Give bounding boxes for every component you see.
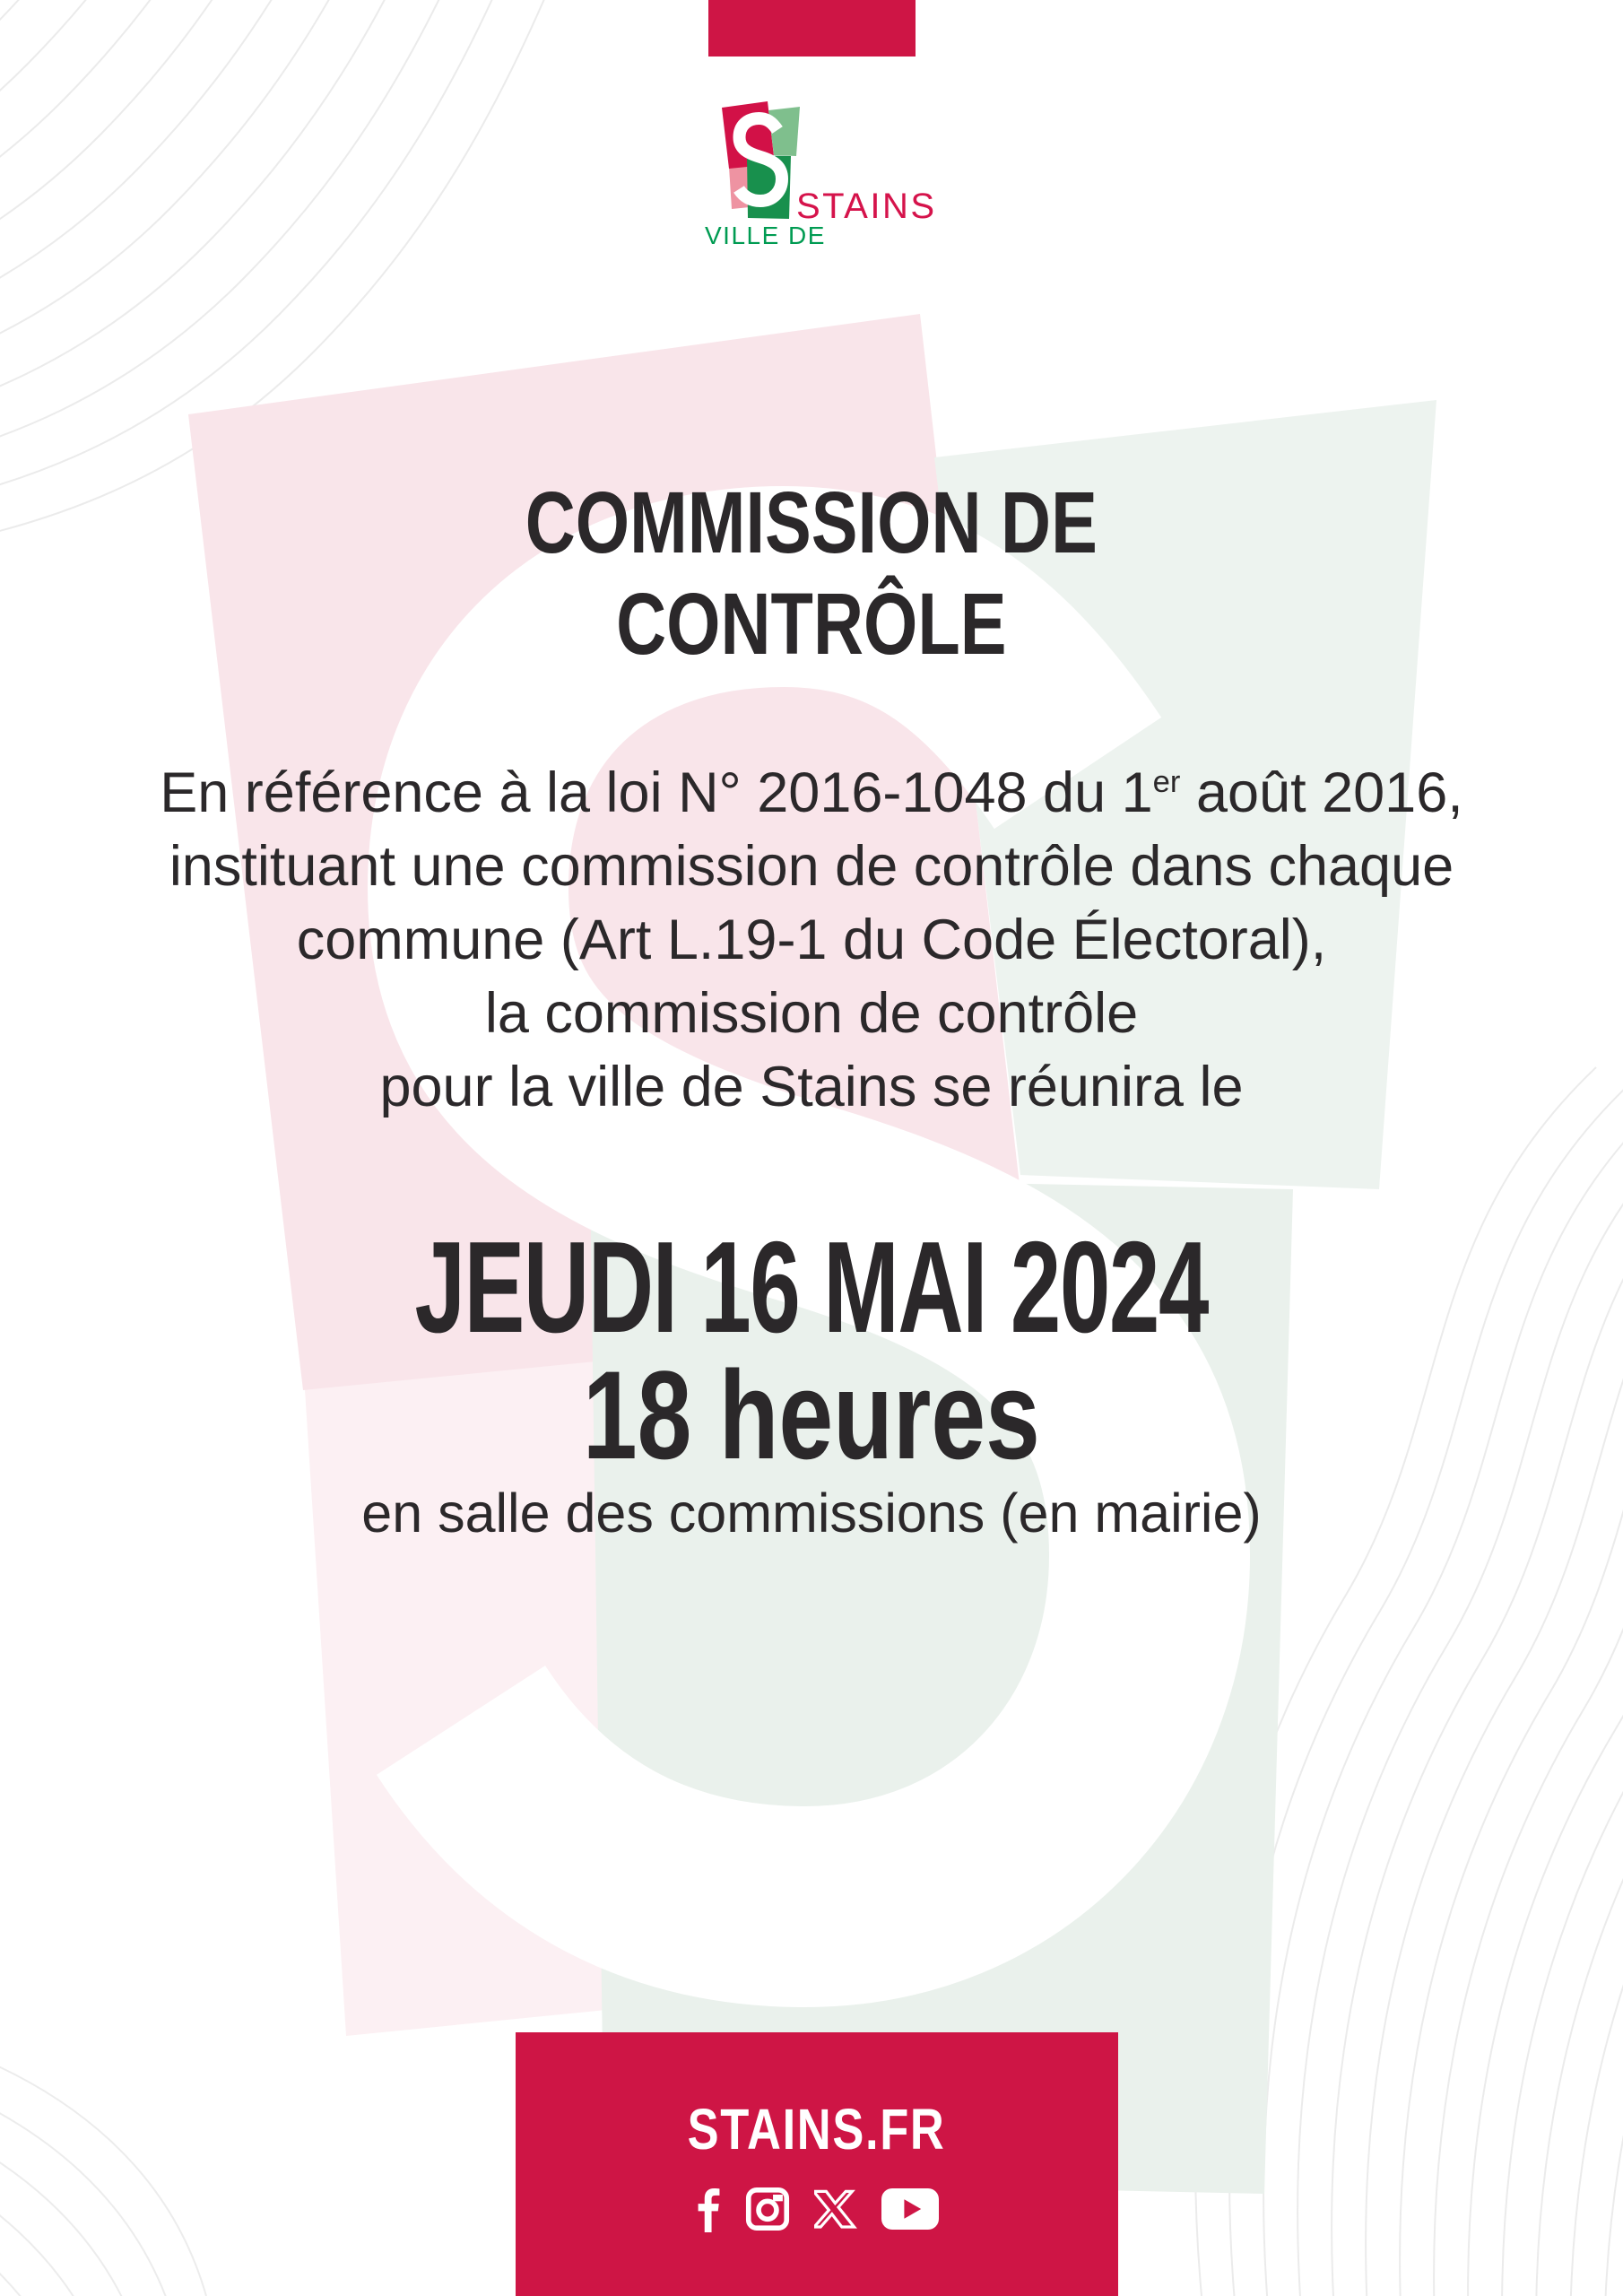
youtube-icon — [881, 2187, 940, 2231]
event-date: JEUDI 16 MAI 2024 — [414, 1214, 1209, 1360]
title-line-2: CONTRÔLE — [616, 574, 1007, 673]
facebook-icon — [694, 2186, 721, 2232]
instagram-icon — [744, 2186, 791, 2232]
logo-ville-de-label: VILLE DE — [705, 222, 826, 249]
body-line-1: En référence à la loi N° 2016-1048 du 1er août 2016, — [160, 761, 1463, 824]
body-line-5: pour la ville de Stains se réunira le — [379, 1056, 1244, 1118]
superscript-er: er — [1152, 765, 1181, 799]
title-line-1: COMMISSION DE — [525, 474, 1098, 571]
event-location: en salle des commissions (en mairie) — [361, 1483, 1262, 1544]
body-text — [0, 756, 1623, 1124]
body-line-3: commune (Art L.19-1 du Code Électoral), — [296, 909, 1327, 971]
body-line-4: la commission de contrôle — [484, 982, 1139, 1045]
logo-stains-mark — [722, 101, 800, 219]
top-red-bar — [708, 0, 916, 57]
body-line-2: instituant une commission de contrôle dans chaque — [169, 835, 1454, 898]
poster-title — [0, 473, 1623, 674]
x-icon — [814, 2187, 857, 2231]
wave-decoration-bottom-left — [0, 2045, 206, 2296]
logo-stains-wordmark: STAINS — [796, 187, 937, 226]
social-icons-row — [694, 2186, 940, 2232]
event-time: 18 heures — [583, 1344, 1040, 1485]
website-url: STAINS.FR — [688, 2097, 946, 2161]
footer-banner — [516, 2032, 1118, 2296]
